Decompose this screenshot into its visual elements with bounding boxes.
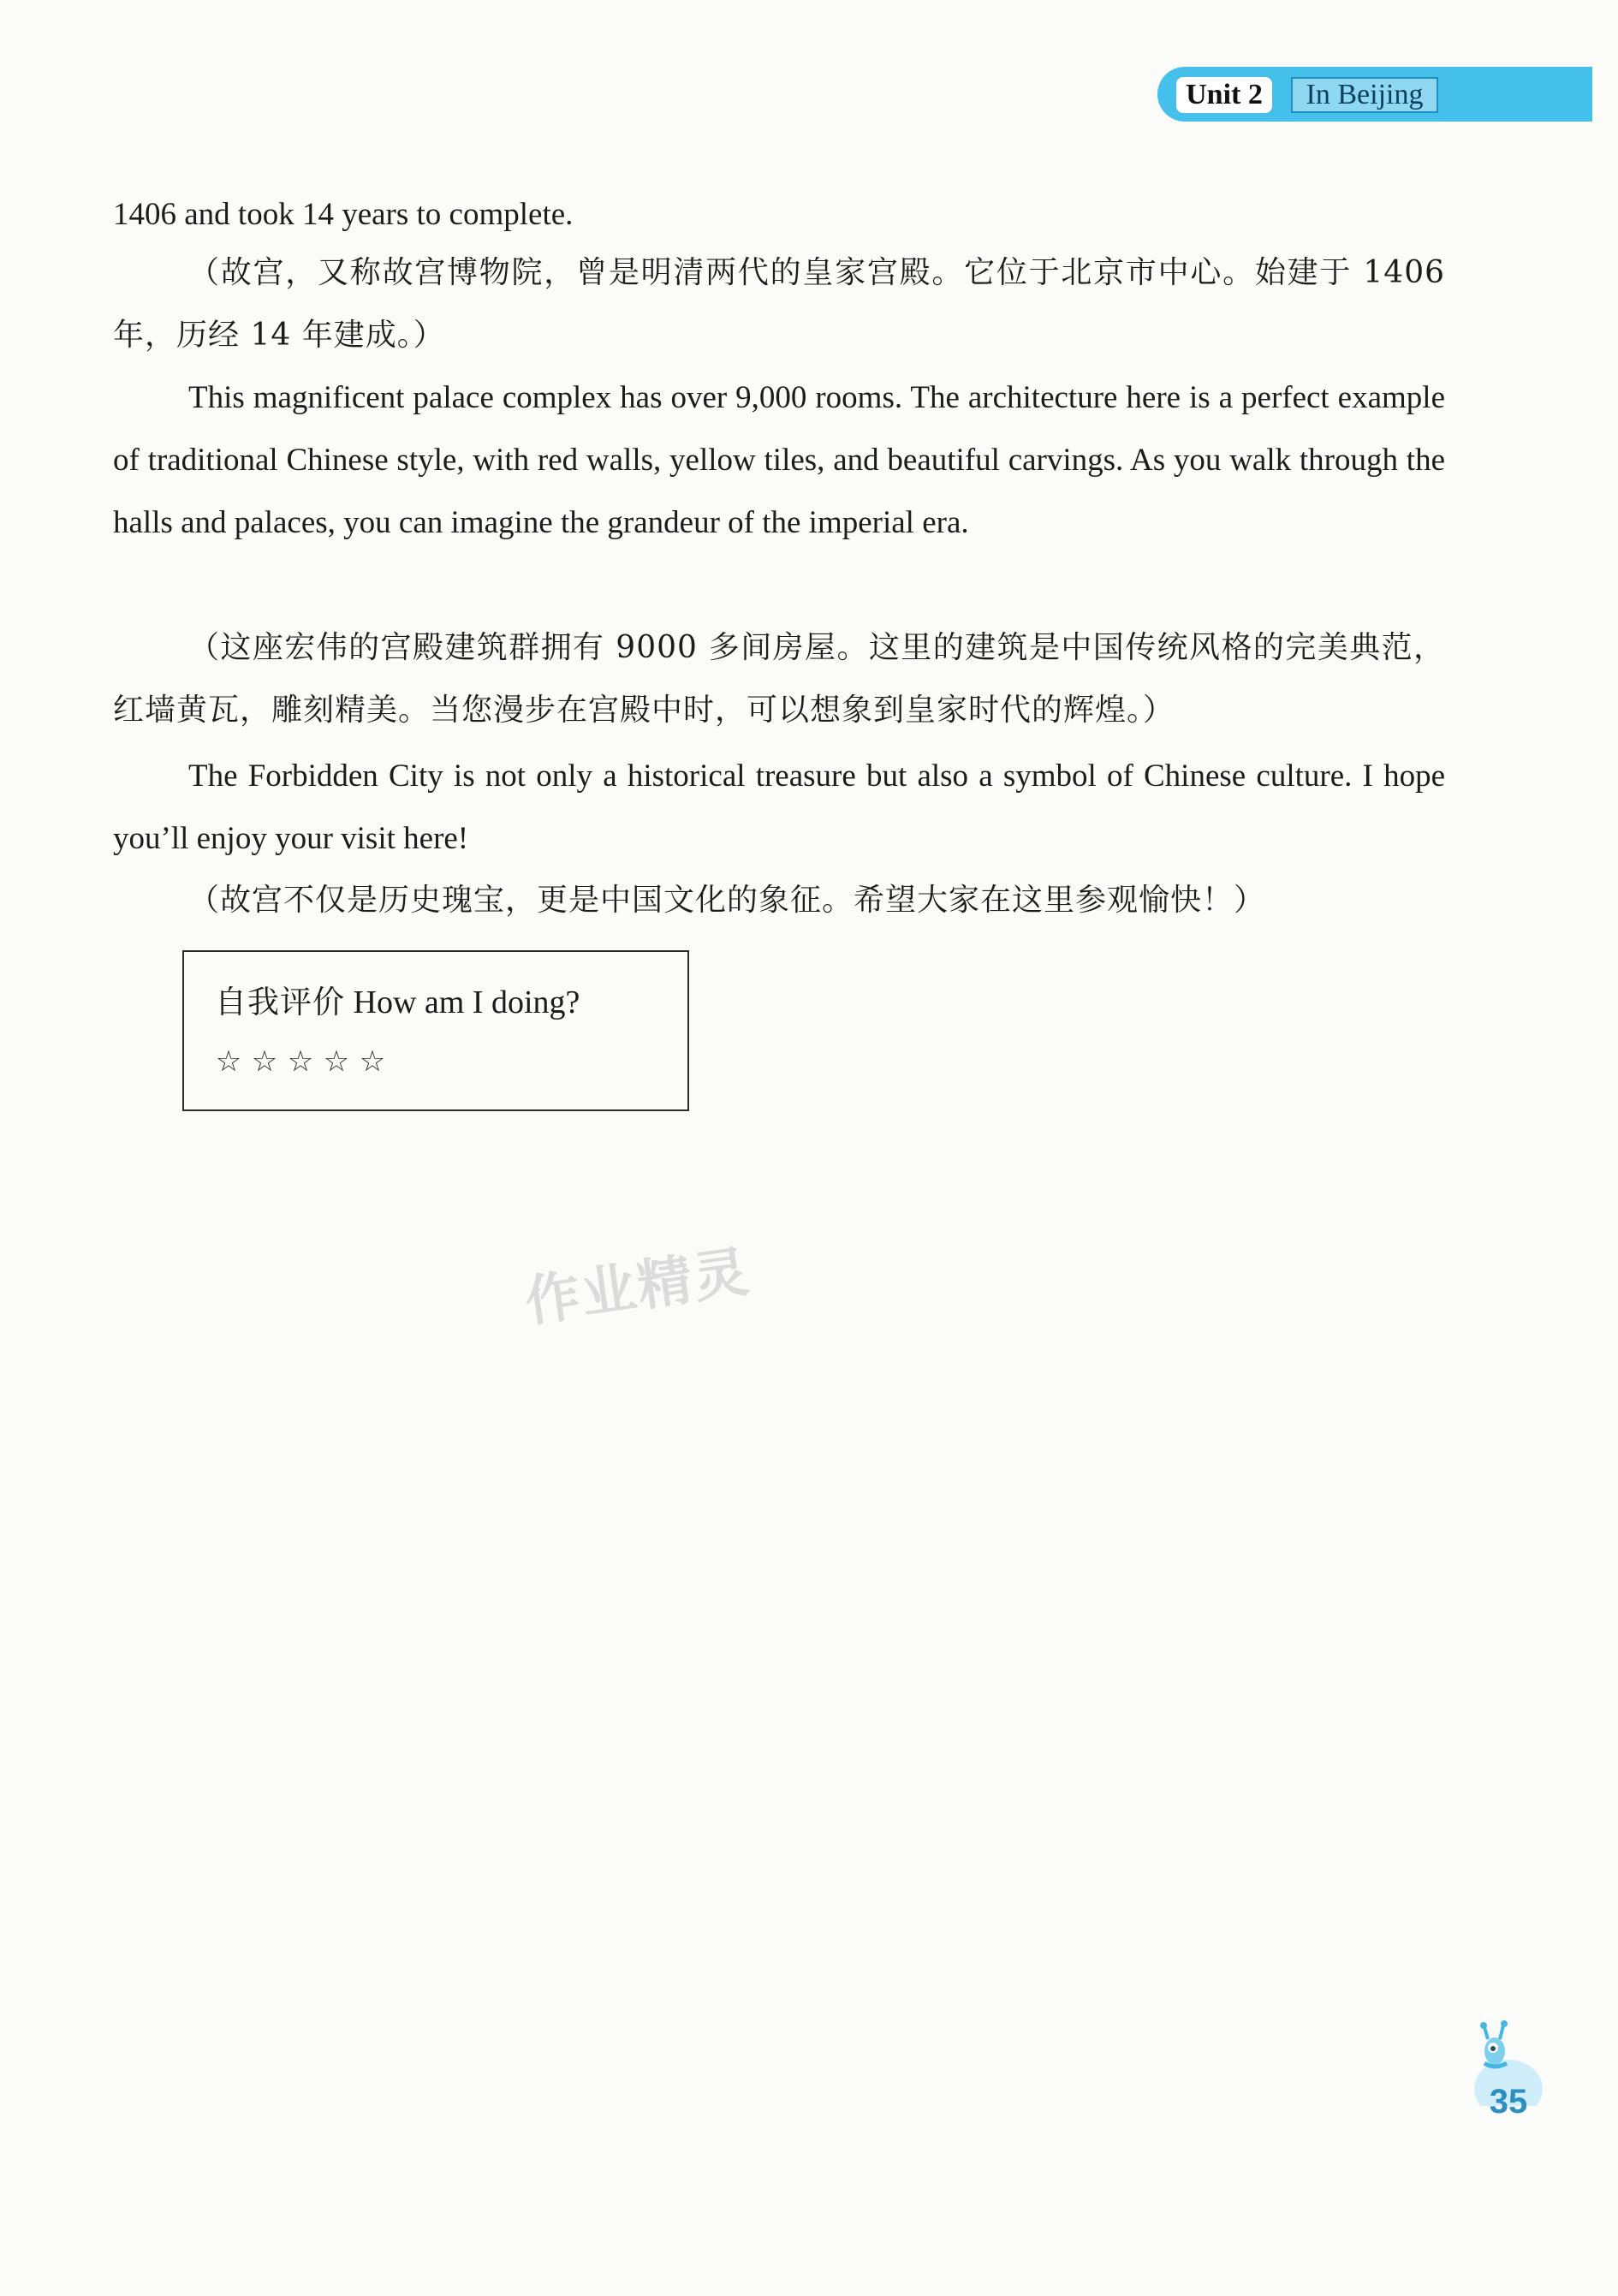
paragraph-3-english: The Forbidden City is not only a historical treasure but also a symbol of Chinese culture. I hope you’ll enjoy your visit here! [113,758,1445,856]
watermark-logo: 作业精灵 [520,1240,754,1335]
star-icon-1[interactable]: ☆ [215,1044,242,1079]
paragraph-2-chinese: （这座宏伟的宫殿建筑群拥有 9000 多间房屋。这里的建筑是中国传统风格的完美典范，红墙黄瓦，雕刻精美。当您漫步在宫殿中时，可以想象到皇家时代的辉煌。） [113,630,1445,728]
paragraph-1-english: 1406 and took 14 years to complete. [113,197,574,232]
self-evaluation-box [182,950,689,1111]
star-rating[interactable] [213,1044,388,1079]
page-number: 35 [1489,2082,1528,2121]
unit-label: Unit 2 [1176,77,1272,113]
star-icon-2[interactable]: ☆ [251,1044,278,1079]
topic-label: In Beijing [1291,77,1438,113]
self-evaluation-title-en: How am I doing? [353,984,580,1020]
paragraph-1-chinese: （故宫，又称故宫博物院，曾是明清两代的皇家宫殿。它位于北京市中心。始建于 1406 年，历经 14 年建成。） [113,255,1445,353]
self-evaluation-title-zh: 自我评价 [215,984,345,1020]
star-icon-4[interactable]: ☆ [323,1044,350,1079]
star-icon-3[interactable]: ☆ [287,1044,314,1079]
star-icon-5[interactable]: ☆ [359,1044,386,1079]
paragraph-3-chinese: （故宫不仅是历史瑰宝，更是中国文化的象征。希望大家在这里参观愉快！） [188,883,1266,918]
self-evaluation-title [215,976,580,1022]
paragraph-2-english: This magnificent palace complex has over 9,000 rooms. The architecture here is a perfect example of traditional Chinese style, with red walls, yellow tiles, and beautiful carvings. As you walk through the halls and palaces, you can imagine the grandeur of the imperial era. [113,380,1445,540]
